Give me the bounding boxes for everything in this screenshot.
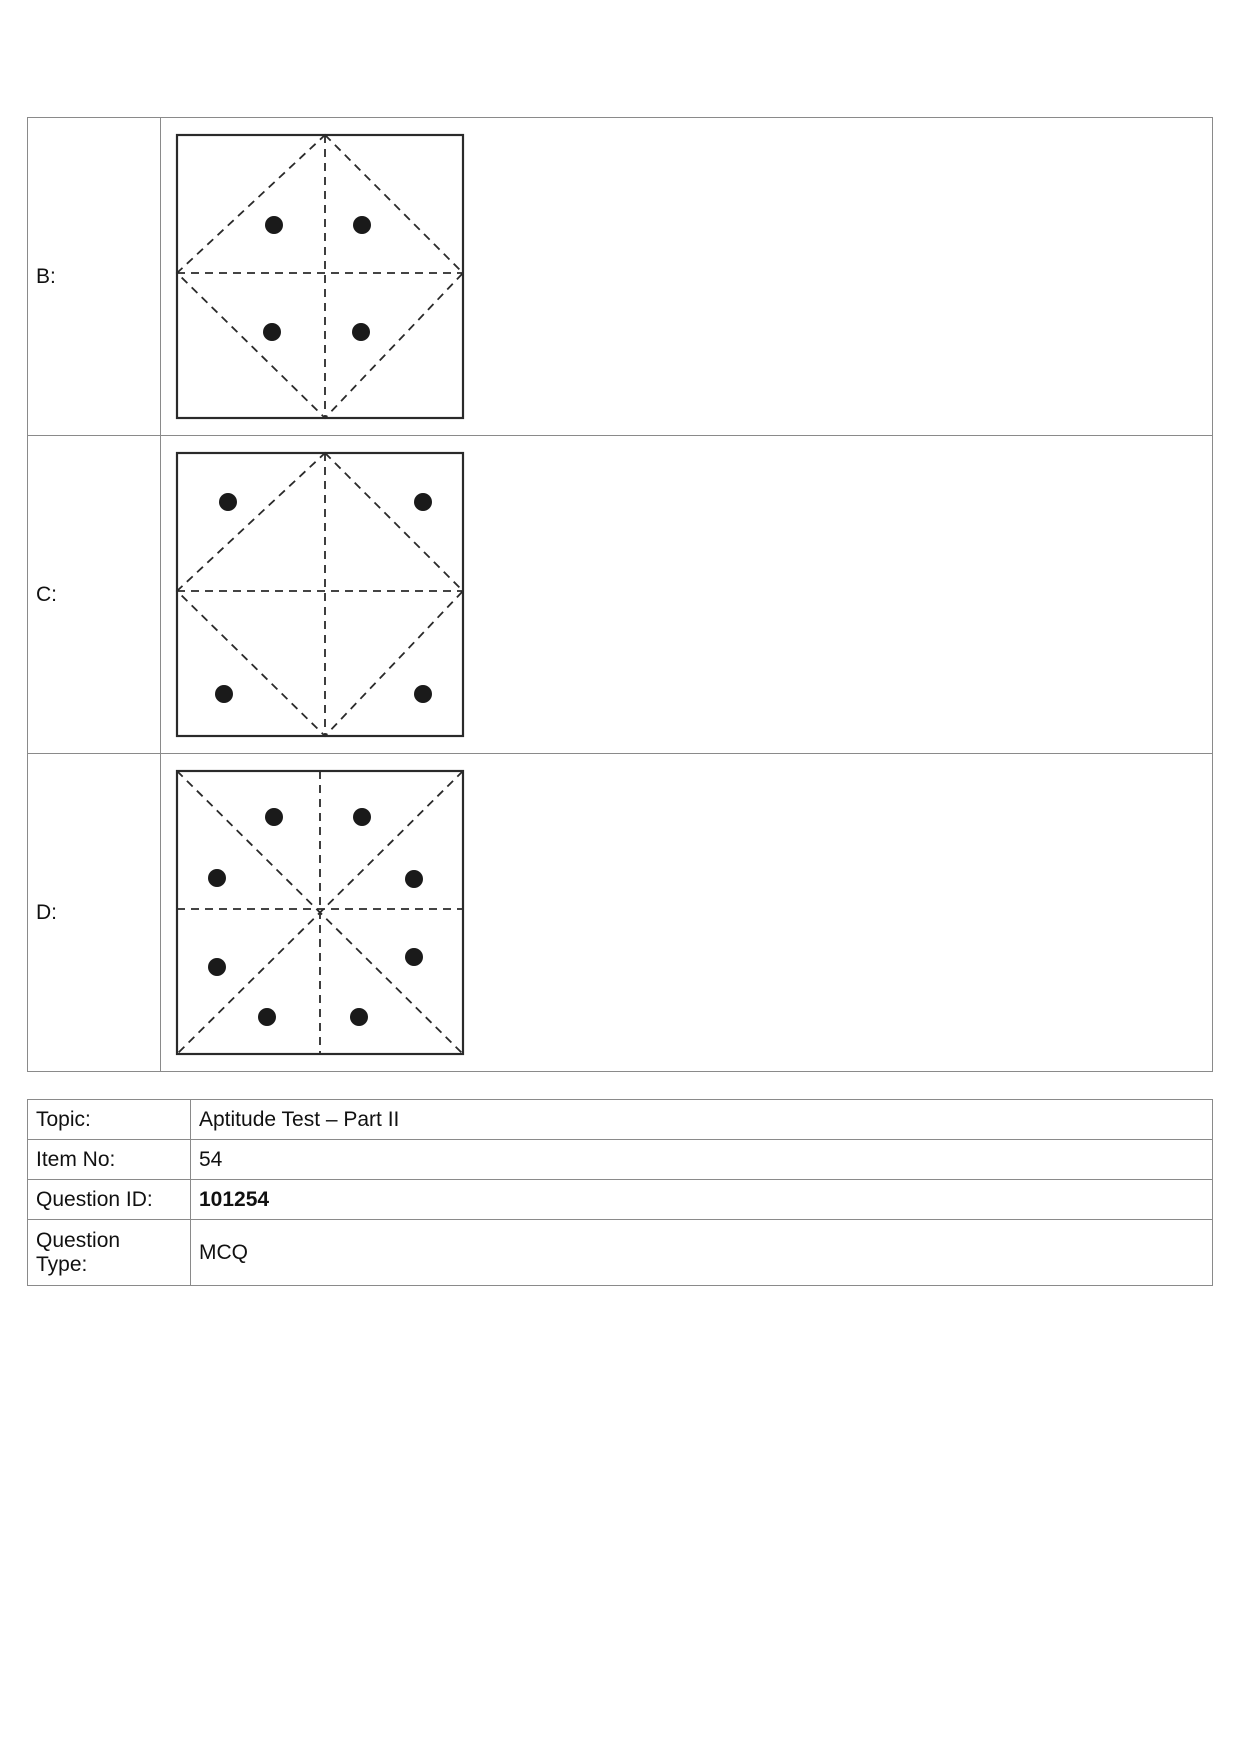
options-table	[27, 117, 1213, 1072]
option-figure-cell	[161, 754, 1213, 1072]
meta-row-qtype	[28, 1220, 1213, 1286]
option-label: D:	[28, 754, 161, 1072]
question-type-label: Question Type:	[28, 1220, 191, 1286]
question-meta-table	[27, 1099, 1213, 1286]
question-type-value: MCQ	[191, 1220, 1213, 1286]
topic-label: Topic:	[28, 1100, 191, 1140]
meta-row-item	[28, 1140, 1213, 1180]
option-row-d	[28, 754, 1213, 1072]
option-b-figure	[175, 133, 467, 421]
item-no-label: Item No:	[28, 1140, 191, 1180]
option-row-b	[28, 118, 1213, 436]
question-id-label: Question ID:	[28, 1180, 191, 1220]
option-row-c	[28, 436, 1213, 754]
question-id-value: 101254	[191, 1180, 1213, 1220]
option-label: B:	[28, 118, 161, 436]
meta-row-qid	[28, 1180, 1213, 1220]
option-c-figure	[175, 451, 467, 739]
item-no-value: 54	[191, 1140, 1213, 1180]
option-label: C:	[28, 436, 161, 754]
topic-value: Aptitude Test – Part II	[191, 1100, 1213, 1140]
meta-row-topic	[28, 1100, 1213, 1140]
option-figure-cell	[161, 436, 1213, 754]
option-d-figure	[175, 769, 467, 1057]
option-figure-cell	[161, 118, 1213, 436]
